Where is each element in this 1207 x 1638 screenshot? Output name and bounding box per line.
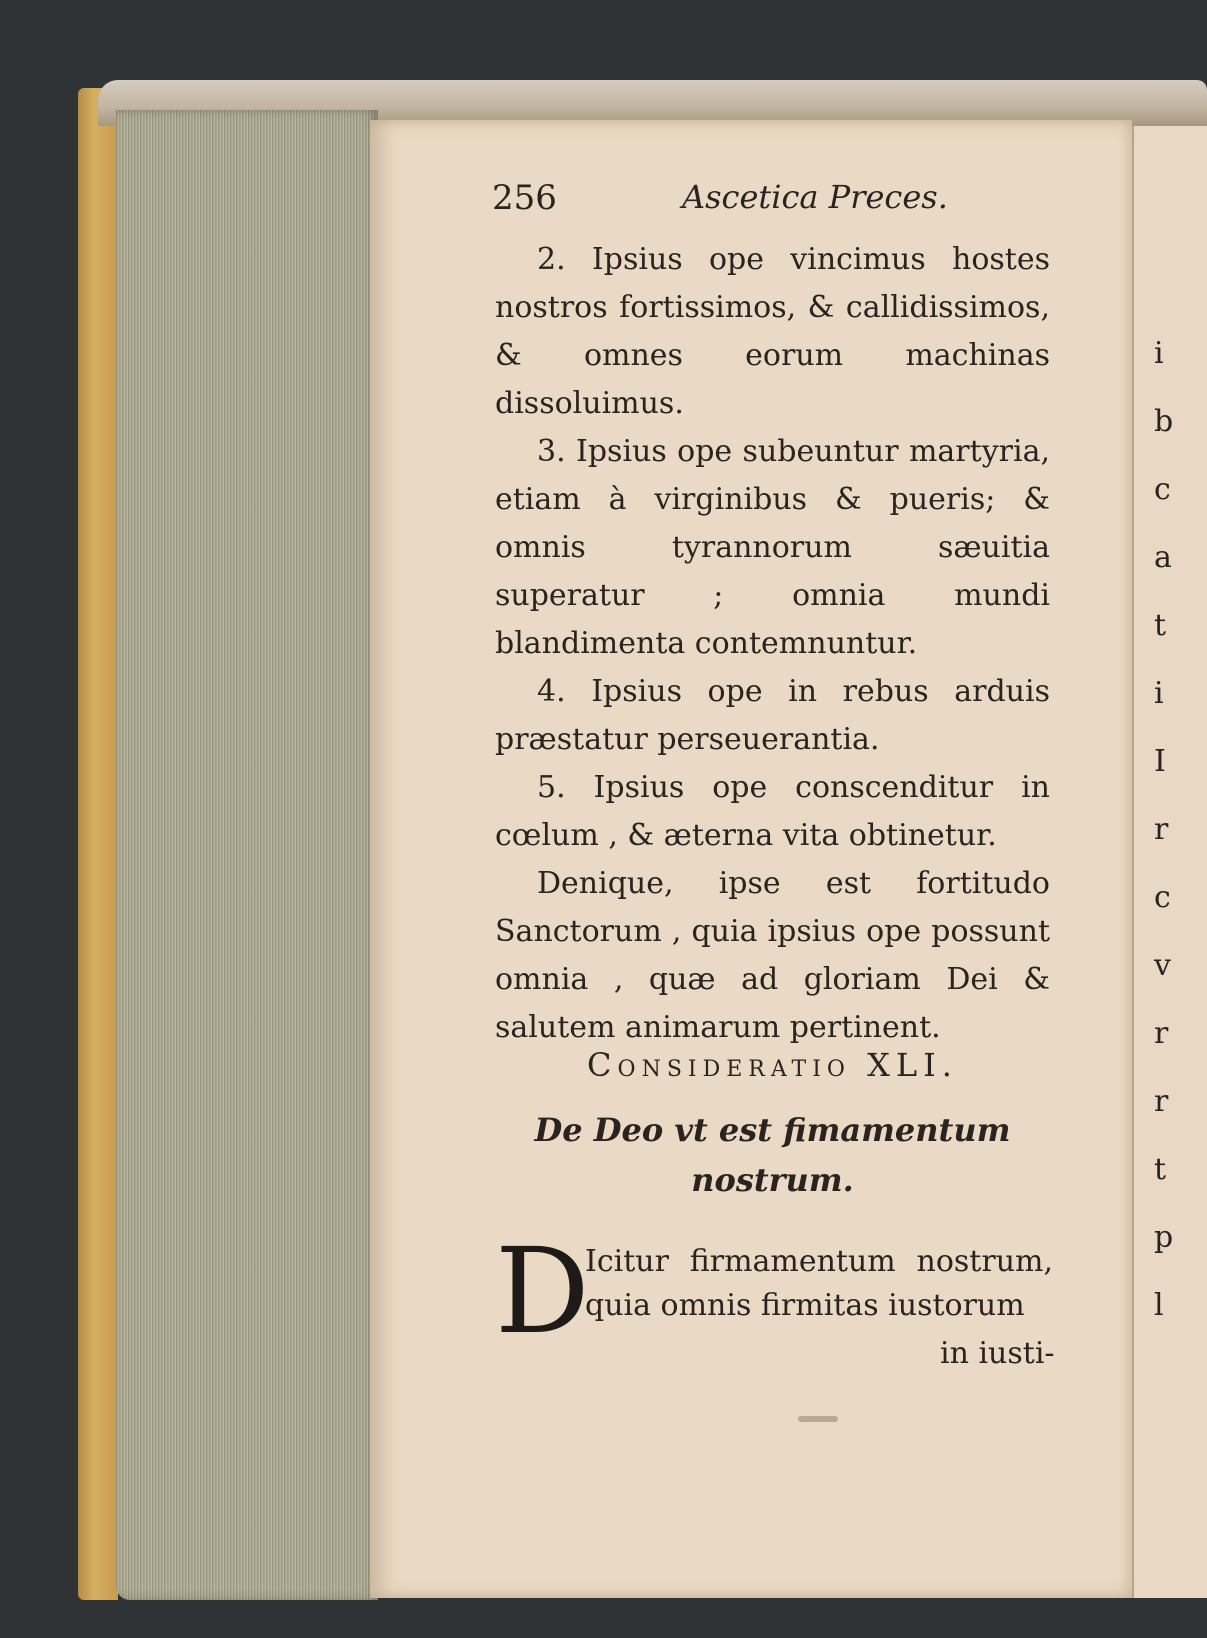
page-block-edge <box>116 110 378 1600</box>
facing-page-letter: r <box>1154 812 1169 847</box>
paragraph: 3. Ipsius ope subeuntur martyria, etiam à virginibus & pueris; & omnis tyrannorum sæuitia superatur ; omnia mundi blandimenta contemnuntur. <box>495 434 1050 661</box>
facing-page-letter: r <box>1154 1016 1169 1051</box>
facing-page-letter: p <box>1154 1220 1174 1255</box>
facing-page-letter: r <box>1154 1084 1169 1119</box>
paragraph: 4. Ipsius ope in rebus arduis præstatur perseuerantia. <box>495 674 1050 757</box>
body-text <box>495 236 1050 1052</box>
subheading-line: De Deo vt est fimamentum <box>534 1111 1011 1149</box>
paragraph: Denique, ipse est fortitudo Sanctorum , quia ipsius ope possunt omnia , quæ ad gloriam Dei & salutem animarum pertinent. <box>495 866 1050 1045</box>
book-cover-edge <box>78 88 118 1600</box>
lead-text: Icitur firmamentum nostrum, quia omnis firmitas iustorum <box>585 1244 1053 1323</box>
paragraph: 2. Ipsius ope vincimus hostes nostros fortissimos, & callidissimos, & omnes eorum machinas dissoluimus. <box>495 242 1050 421</box>
catchword: in iusti- <box>940 1336 1055 1371</box>
facing-page-letter: b <box>1154 404 1174 439</box>
section-subheading <box>495 1105 1050 1205</box>
facing-page <box>1132 126 1207 1598</box>
facing-page-letter: i <box>1154 336 1164 371</box>
subheading-line: nostrum. <box>691 1161 854 1199</box>
facing-page-letter: l <box>1154 1288 1164 1323</box>
drop-cap: D <box>495 1222 590 1360</box>
facing-page-letter: i <box>1154 676 1164 711</box>
facing-page-letter: c <box>1154 472 1171 507</box>
facing-page-letter: v <box>1154 948 1171 983</box>
page-header <box>492 178 1052 228</box>
paragraph: 5. Ipsius ope conscenditur in cœlum , & æterna vita obtinetur. <box>495 770 1050 853</box>
section-heading: Consideratio XLI. <box>587 1046 958 1084</box>
facing-page-letter: t <box>1154 1152 1167 1187</box>
facing-page-letter: a <box>1154 540 1172 575</box>
printer-mark <box>798 1416 838 1422</box>
running-title: Ascetica Preces. <box>682 178 948 216</box>
facing-page-letter: c <box>1154 880 1171 915</box>
facing-page-letter: I <box>1154 744 1166 779</box>
page-number: 256 <box>492 178 557 218</box>
facing-page-letter: t <box>1154 608 1167 643</box>
